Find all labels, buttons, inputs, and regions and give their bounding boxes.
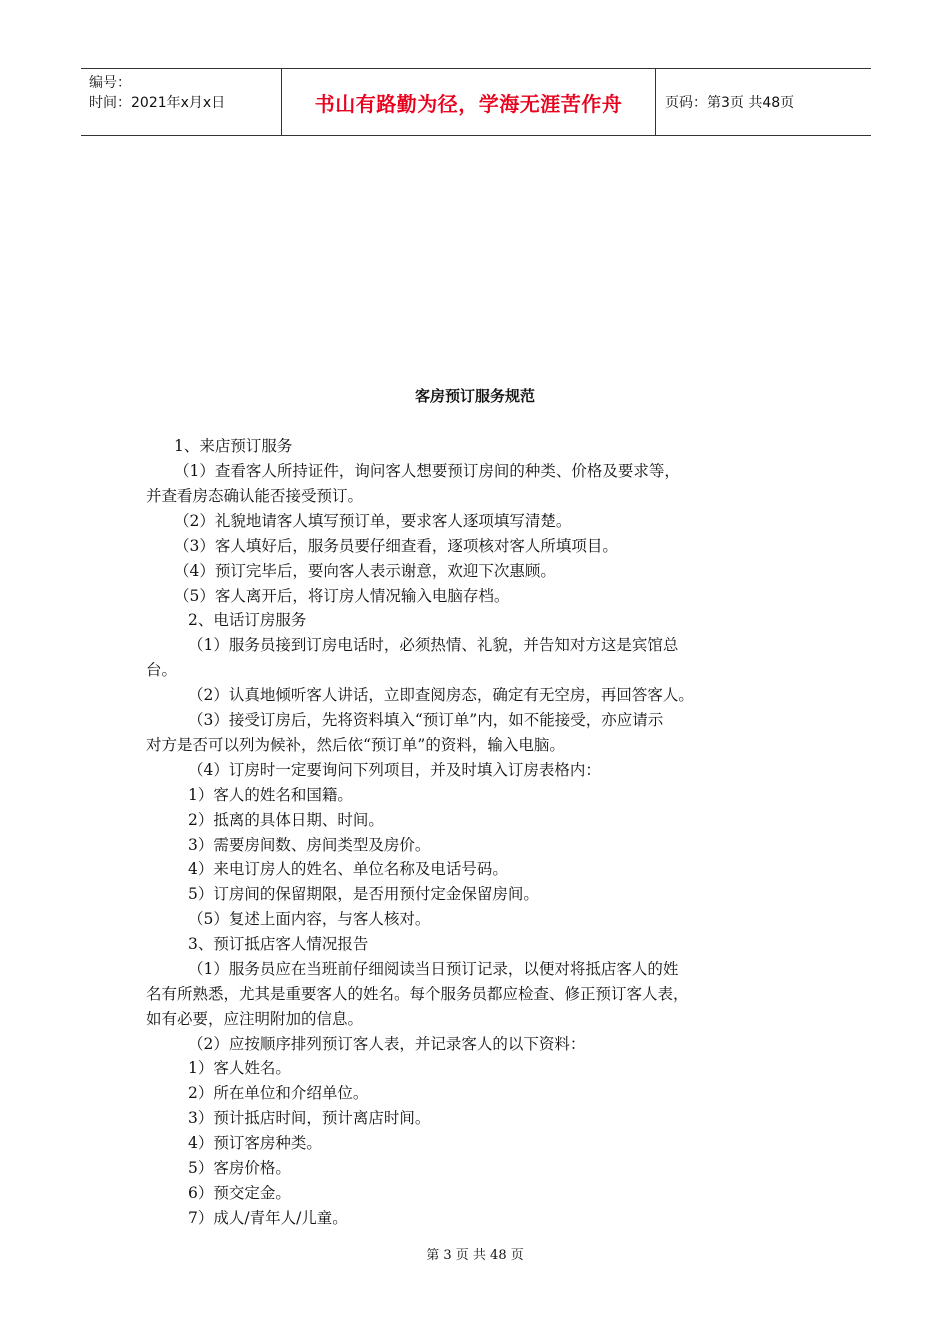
body-line: 3、预订抵店客人情况报告 [188, 935, 369, 953]
body-line: 并查看房态确认能否接受预订。 [146, 487, 364, 505]
body-line: 3）预计抵店时间，预计离店时间。 [188, 1109, 431, 1127]
body-line: 名有所熟悉，尤其是重要客人的姓名。每个服务员都应检查、修正预订客人表， [146, 985, 689, 1003]
body-line: （3）接受订房后，先将资料填入“预订单”内，如不能接受，亦应请示 [188, 711, 664, 729]
body-line: 7）成人/青年人/儿童。 [188, 1209, 348, 1227]
body-line: 台。 [146, 661, 178, 679]
body-line: 5）订房间的保留期限，是否用预付定金保留房间。 [188, 885, 539, 903]
serial-label: 编号： [89, 75, 131, 91]
document-title: 客房预订服务规范 [414, 387, 535, 405]
body-line: 3）需要房间数、房间类型及房价。 [188, 836, 431, 854]
header-motto: 书山有路勤为径，学海无涯苦作舟 [282, 69, 656, 135]
body-line: （2）认真地倾听客人讲话，立即查阅房态，确定有无空房，再回答客人。 [188, 686, 694, 704]
body-line: （4）预订完毕后，要向客人表示谢意，欢迎下次惠顾。 [174, 562, 556, 580]
page-footer: 第 3 页 共 48 页 [426, 1248, 524, 1263]
body-line: （3）客人填好后，服务员要仔细查看，逐项核对客人所填项目。 [174, 537, 618, 555]
header-table [81, 68, 871, 136]
time-label: 时间：2021年x月x日 [89, 95, 226, 111]
body-line: （5）复述上面内容，与客人核对。 [188, 910, 431, 928]
body-line: 1）客人的姓名和国籍。 [188, 786, 353, 804]
body-line: 2）抵离的具体日期、时间。 [188, 811, 384, 829]
header-page-info: 页码：第3页 共48页 [665, 95, 795, 111]
body-line: 2、电话订房服务 [188, 611, 307, 629]
body-line: （2）礼貌地请客人填写预订单，要求客人逐项填写清楚。 [174, 512, 572, 530]
body-line: 如有必要，应注明附加的信息。 [146, 1010, 364, 1028]
body-line: 5）客房价格。 [188, 1159, 291, 1177]
body-line: （2）应按顺序排列预订客人表，并记录客人的以下资料： [188, 1035, 586, 1053]
body-line: （4）订房时一定要询问下列项目，并及时填入订房表格内： [188, 761, 601, 779]
body-line: 4）预订客房种类。 [188, 1134, 322, 1152]
body-line: （1）服务员应在当班前仔细阅读当日预订记录，以便对将抵店客人的姓 [188, 960, 679, 978]
body-line: （1）查看客人所持证件，询问客人想要预订房间的种类、价格及要求等， [174, 462, 680, 480]
header-meta-cell [81, 69, 282, 135]
body-line: 1、来店预订服务 [174, 437, 293, 455]
body-line: （5）客人离开后，将订房人情况输入电脑存档。 [174, 587, 510, 605]
body-line: 1）客人姓名。 [188, 1059, 291, 1077]
body-line: 6）预交定金。 [188, 1184, 291, 1202]
body-line: 对方是否可以列为候补，然后依“预订单”的资料，输入电脑。 [146, 736, 565, 754]
body-line: 2）所在单位和介绍单位。 [188, 1084, 369, 1102]
body-line: （1）服务员接到订房电话时，必须热情、礼貌，并告知对方这是宾馆总 [188, 636, 679, 654]
body-line: 4）来电订房人的姓名、单位名称及电话号码。 [188, 860, 508, 878]
